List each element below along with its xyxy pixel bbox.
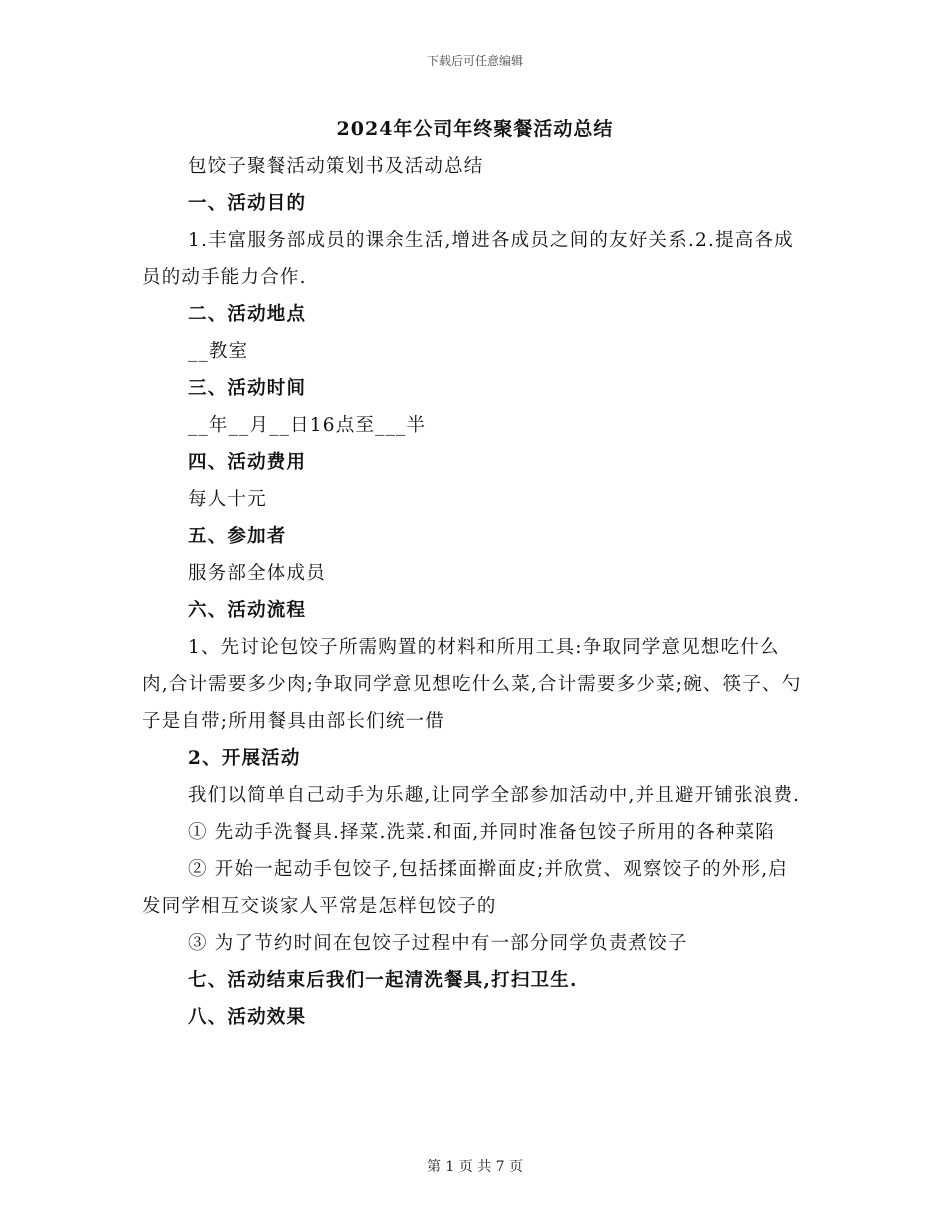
paragraph: 1.丰富服务部成员的课余生活,增进各成员之间的友好关系.2.提高各成员的动手能力合作. (142, 230, 794, 288)
section-heading: 七、活动结束后我们一起清洗餐具,打扫卫生. (188, 970, 578, 991)
page-footer: 第 1 页 共 7 页 (426, 1159, 524, 1175)
section-heading: 一、活动目的 (188, 193, 307, 214)
paragraph: __教室 (188, 341, 249, 362)
section-heading: 二、活动地点 (188, 304, 307, 325)
header-note: 下载后可任意编辑 (426, 54, 523, 68)
paragraph: 1、先讨论包饺子所需购置的材料和所用工具:争取同学意见想吃什么肉,合计需要多少肉;争取同学意见想吃什么菜,合计需要多少菜;碗、筷子、勺子是自带;所用餐具由部长们统一借 (142, 637, 802, 732)
paragraph: 包饺子聚餐活动策划书及活动总结 (188, 156, 484, 177)
section-heading: 六、活动流程 (188, 600, 307, 621)
paragraph: 每人十元 (188, 489, 267, 510)
section-heading: 四、活动费用 (188, 452, 307, 473)
section-heading: 八、活动效果 (188, 1007, 307, 1028)
list-item: ② 开始一起动手包饺子,包括揉面擀面皮;并欣赏、观察饺子的外形,启发同学相互交谈家人平常是怎样包饺子的 (142, 859, 788, 917)
paragraph: 服务部全体成员 (188, 563, 326, 584)
document-body (142, 148, 802, 1036)
document-title: 2024年公司年终聚餐活动总结 (336, 118, 614, 140)
list-item: ① 先动手洗餐具.择菜.洗菜.和面,并同时准备包饺子所用的各种菜陷 (188, 822, 776, 843)
paragraph: 我们以简单自己动手为乐趣,让同学全部参加活动中,并且避开铺张浪费. (188, 785, 801, 806)
section-heading: 五、参加者 (188, 526, 287, 547)
section-heading: 2、开展活动 (188, 748, 301, 769)
list-item: ③ 为了节约时间在包饺子过程中有一部分同学负责煮饺子 (188, 933, 688, 954)
section-heading: 三、活动时间 (188, 378, 307, 399)
paragraph: __年__月__日16点至___半 (188, 415, 427, 436)
